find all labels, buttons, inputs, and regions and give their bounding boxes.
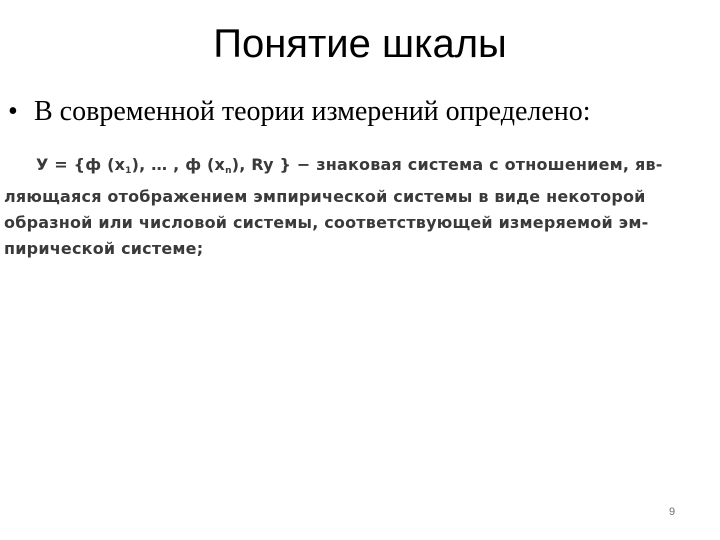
definition-line-3: образной или числовой системы, соответствующей измеряемой эм- xyxy=(4,213,649,232)
definition-line-4: пирической системе; xyxy=(4,239,204,258)
formula-part-a: У = {ф (x xyxy=(36,155,126,174)
page-number: 9 xyxy=(668,506,676,518)
bullet-icon: • xyxy=(8,96,18,127)
definition-line-1 xyxy=(4,152,716,184)
slide-title: Понятие шкалы xyxy=(213,22,507,66)
formula-part-b: ), … , ф (x xyxy=(131,155,226,174)
formula-part-c: ), Ry } − знаковая система с отношением, яв- xyxy=(231,155,663,174)
formula-subscript-n: n xyxy=(225,166,232,176)
formula-subscript-1: 1 xyxy=(125,166,132,176)
bullet-text: В современной теории измерений определено: xyxy=(34,96,591,127)
scanned-definition xyxy=(4,152,716,262)
definition-line-2: ляющаяся отображением эмпирической системы в виде некоторой xyxy=(4,187,646,206)
bullet-item xyxy=(8,93,708,131)
